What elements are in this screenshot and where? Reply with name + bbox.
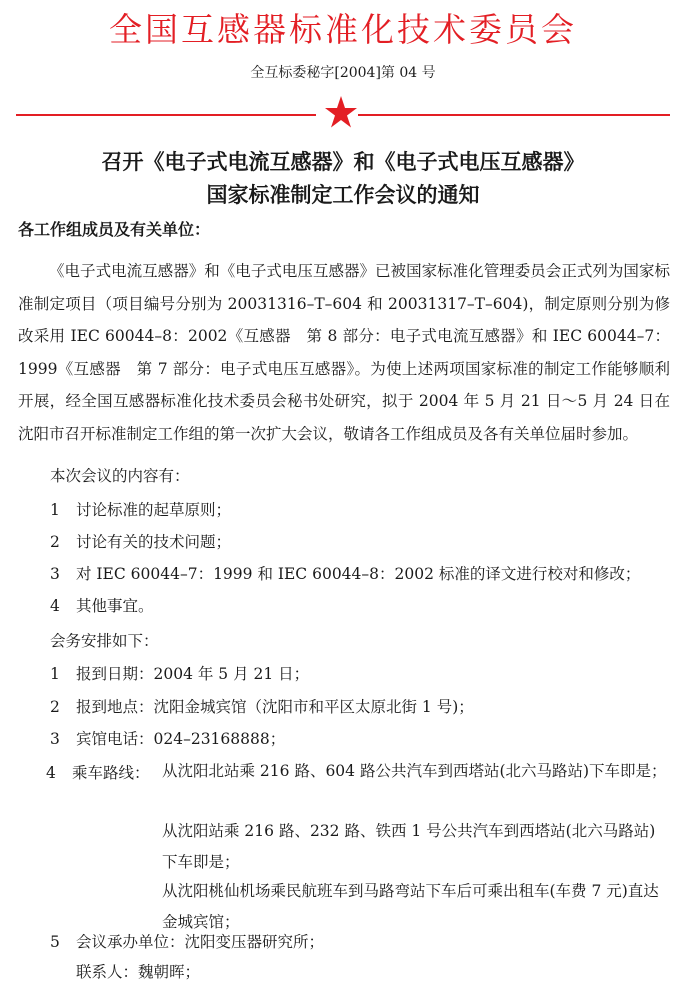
agenda-item-number: 3 [50, 565, 60, 583]
agenda-item-number: 1 [50, 501, 60, 519]
red-rule-left [16, 114, 316, 116]
arrangement-item-text: 报到日期：2004 年 5 月 21 日； [76, 665, 310, 683]
arrangement-item-text: 报到地点：沈阳金城宾馆（沈阳市和平区太原北街 1 号)； [76, 698, 474, 716]
arrangements-heading: 会务安排如下： [50, 632, 159, 650]
route-option: 从沈阳站乘 216 路、232 路、铁西 1 号公共汽车到西塔站(北六马路站)下车即是； [162, 822, 656, 871]
star-icon [324, 95, 358, 129]
intro-paragraph: 《电子式电流互感器》和《电子式电压互感器》已被国家标准化管理委员会正式列为国家标准制定项目（项目编号分别为 20031316–T–604 和 20031317–T–604)，制定原则分别为修改采用 IEC 60044–8：2002《互感器 第 8 部分：电子式电流互感器》和 IEC 60044–7：1999《互感器 第 7 部分：电子式电压互感器》。为使上述两项国家标准的制定工作能够顺利开展，经全国互感器标准化技术委员会秘书处研究，拟于 2004 年 5 月 21 日～5 月 24 日在沈阳市召开标准制定工作组的第一次扩大会议，敬请各工作组成员及各有关单位届时参加。 [18, 262, 670, 443]
red-rule-right [358, 114, 670, 116]
agenda-item [50, 498, 231, 522]
agenda-item-number: 4 [50, 597, 60, 615]
route-item [46, 761, 150, 785]
agenda-item-text: 讨论有关的技术问题； [76, 533, 232, 551]
route-option: 从沈阳桃仙机场乘民航班车到马路弯站下车后可乘出租车(车费 7 元)直达金城宾馆； [162, 882, 659, 931]
arrangement-item-number: 2 [50, 698, 60, 716]
organization-title: 全国互感器标准化技术委员会 [109, 10, 577, 49]
contact-person: 联系人：魏朝晖； [76, 963, 201, 981]
notice-title-line-1: 召开《电子式电流互感器》和《电子式电压互感器》 [101, 150, 585, 174]
host-item-text: 会议承办单位：沈阳变压器研究所； [76, 933, 325, 951]
agenda-item-text: 对 IEC 60044–7：1999 和 IEC 60044–8：2002 标准的译文进行校对和修改； [76, 565, 641, 583]
agenda-heading: 本次会议的内容有： [50, 467, 190, 485]
arrangement-item [50, 727, 285, 751]
arrangement-item-number: 1 [50, 665, 60, 683]
agenda-item-text: 讨论标准的起草原则； [76, 501, 232, 519]
agenda-item-number: 2 [50, 533, 60, 551]
arrangement-item-text: 宾馆电话：024–23168888； [76, 730, 286, 748]
salutation: 各工作组成员及有关单位： [18, 220, 211, 239]
agenda-item-text: 其他事宜。 [76, 597, 154, 615]
arrangement-item [50, 662, 309, 686]
route-option: 从沈阳北站乘 216 路、604 路公共汽车到西塔站(北六马路站)下车即是； [162, 762, 667, 780]
arrangement-item [50, 695, 474, 719]
agenda-item [50, 530, 231, 554]
agenda-item [50, 562, 640, 586]
host-item [50, 930, 324, 954]
document-number: 全互标委秘字[2004]第 04 号 [250, 65, 436, 81]
agenda-item [50, 594, 154, 618]
host-item-number: 5 [50, 933, 60, 951]
route-label: 乘车路线： [72, 764, 150, 782]
arrangement-item-number: 3 [50, 730, 60, 748]
notice-title-line-2: 国家标准制定工作会议的通知 [206, 183, 480, 207]
route-item-number: 4 [46, 764, 56, 782]
